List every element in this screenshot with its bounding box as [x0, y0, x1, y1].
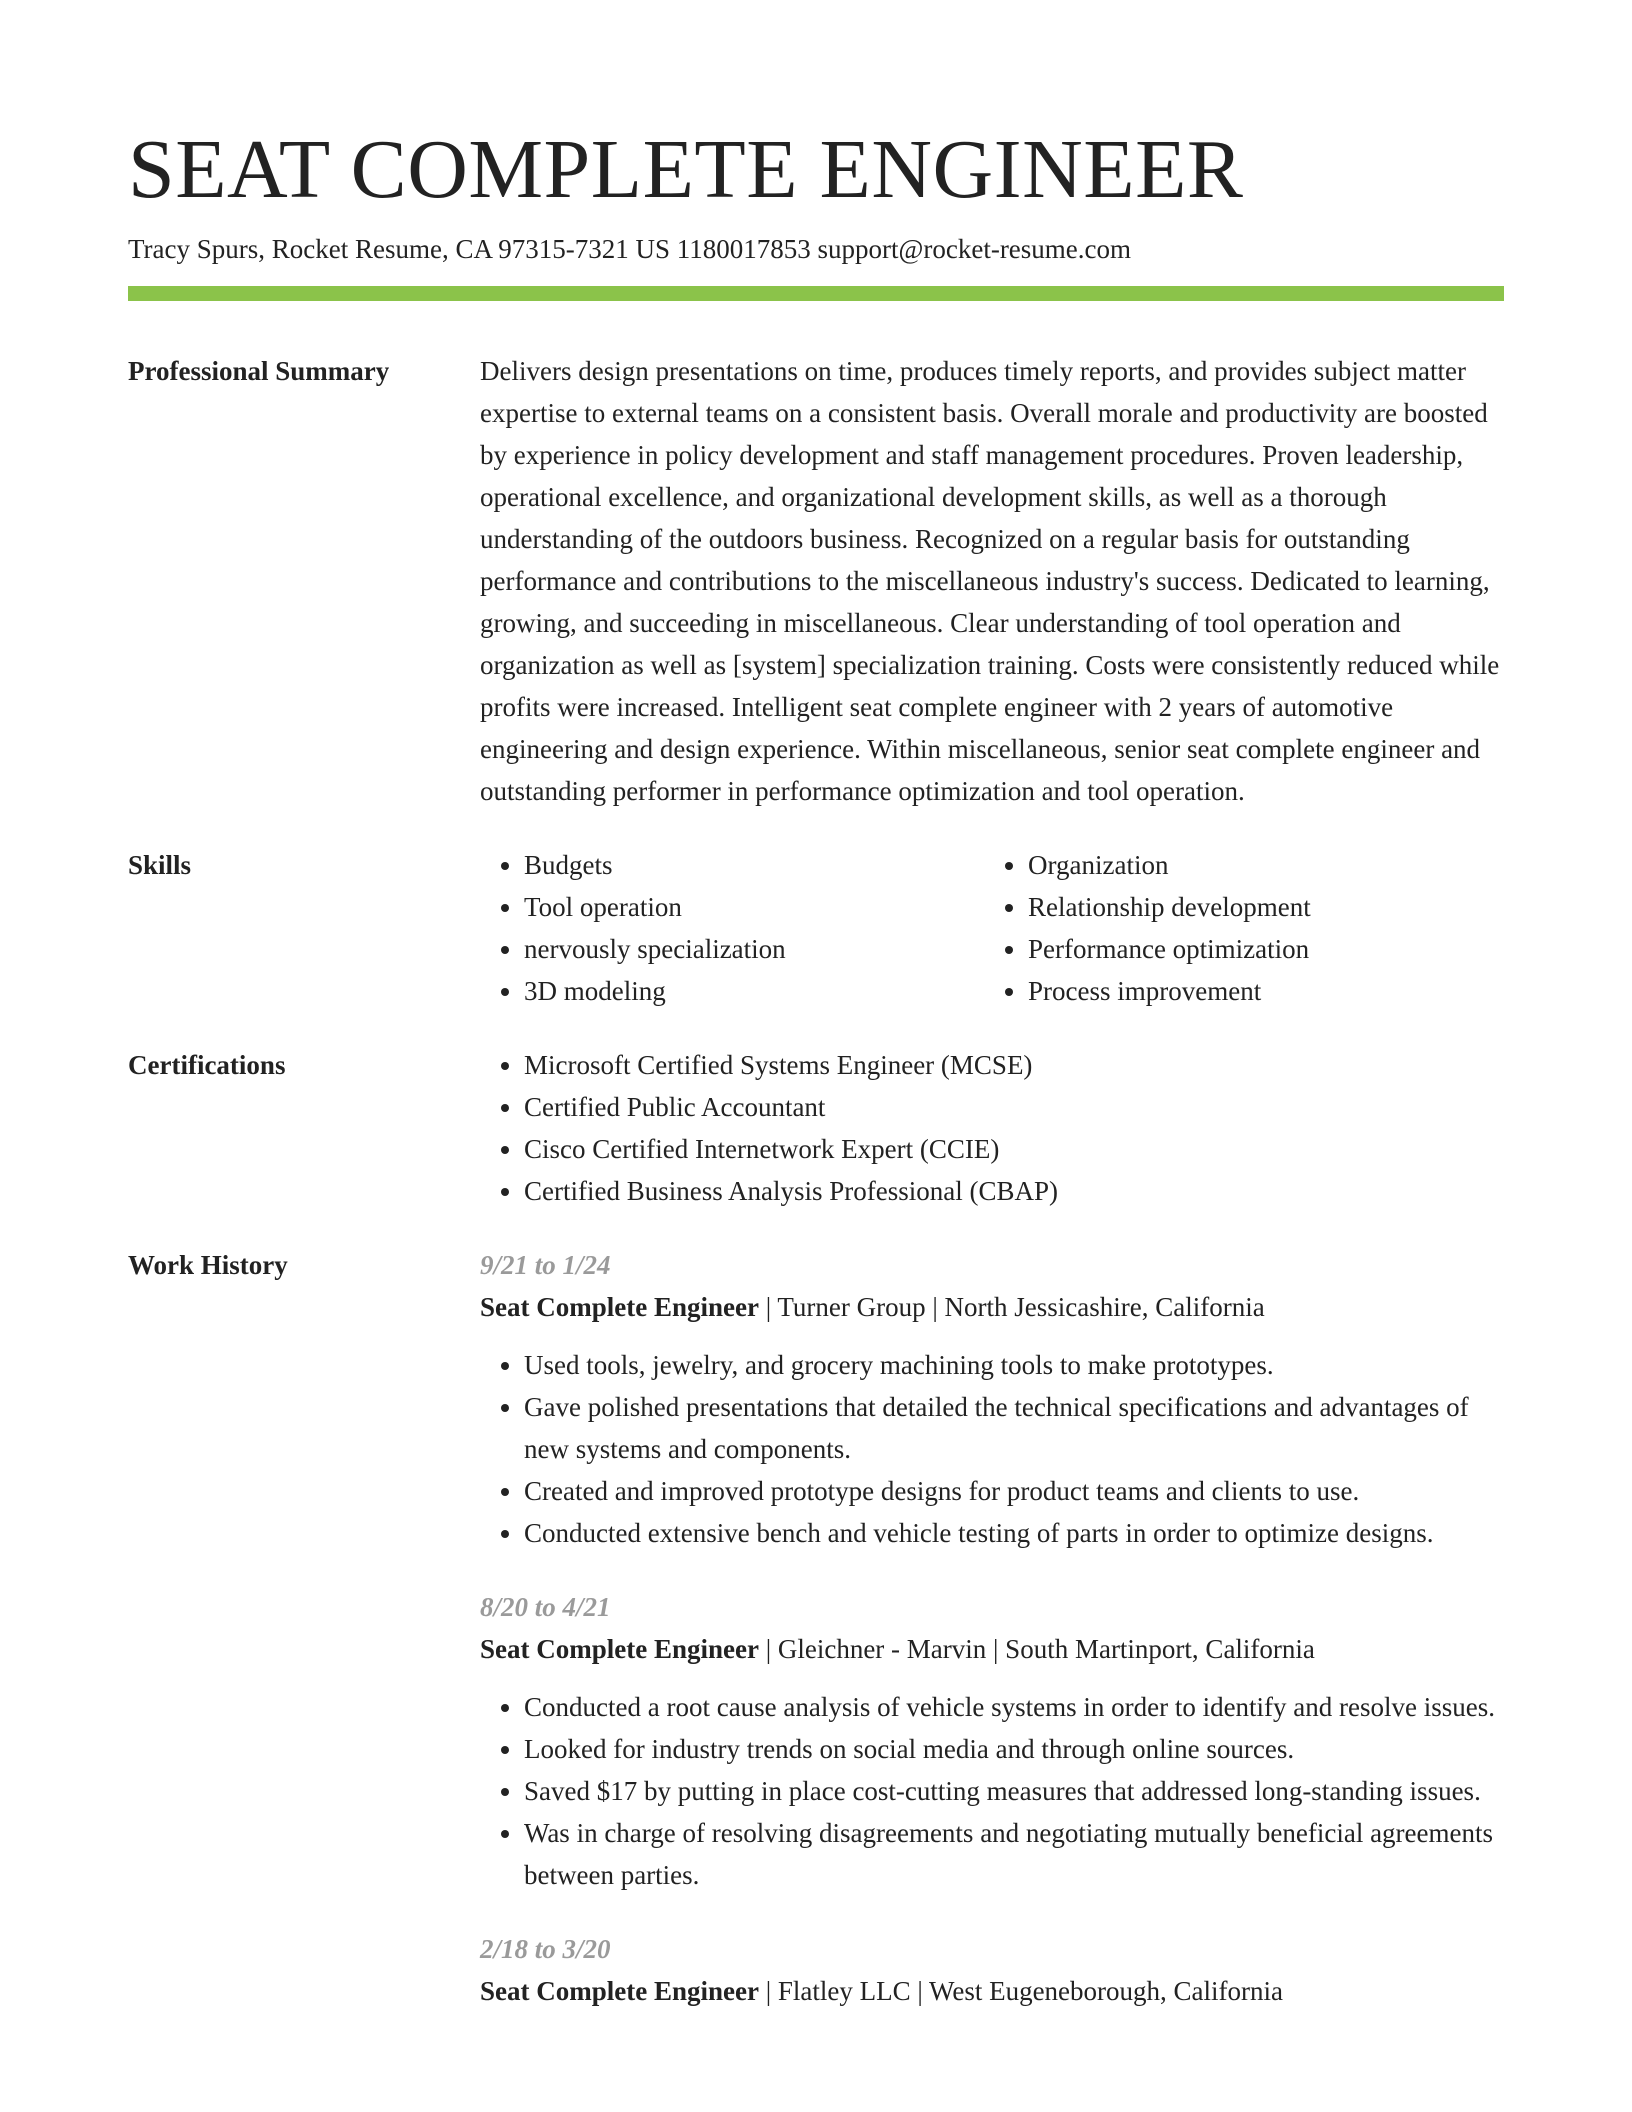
skill-item: • Budgets [524, 844, 984, 886]
job-title: Seat Complete Engineer [480, 1976, 759, 2006]
job-bullet: • Used tools, jewelry, and grocery machining tools to make prototypes. [524, 1344, 1504, 1386]
skills-section [128, 844, 1504, 1012]
skills-list-left [480, 844, 984, 1012]
job-bullet: • Conducted extensive bench and vehicle testing of parts in order to optimize designs. [524, 1512, 1504, 1554]
section-heading: Skills [128, 850, 192, 880]
header-divider [128, 286, 1504, 301]
certifications-section [128, 1044, 1504, 1212]
job-details: | Turner Group | North Jessicashire, California [758, 1292, 1265, 1322]
job-bullet: • Was in charge of resolving disagreements and negotiating mutually beneficial agreements between parties. [524, 1812, 1504, 1896]
job-details: | Flatley LLC | West Eugeneborough, California [758, 1976, 1283, 2006]
job-bullets [480, 1686, 1504, 1896]
skill-item: • nervously specialization [524, 928, 984, 970]
certification-item: • Microsoft Certified Systems Engineer (MCSE) [524, 1044, 1504, 1086]
summary-body [480, 350, 1504, 812]
job-dates: 2/18 to 3/20 [480, 1934, 611, 1964]
certification-item: • Certified Business Analysis Professional (CBAP) [524, 1170, 1504, 1212]
job-bullet: • Saved $17 by putting in place cost-cutting measures that addressed long-standing issues. [524, 1770, 1504, 1812]
certifications-body [480, 1044, 1504, 1212]
skill-item: • Relationship development [1028, 886, 1488, 928]
job-entry [480, 1586, 1504, 1896]
certification-item: • Cisco Certified Internetwork Expert (CCIE) [524, 1128, 1504, 1170]
skill-item: • 3D modeling [524, 970, 984, 1012]
section-heading: Certifications [128, 1050, 286, 1080]
job-title: Seat Complete Engineer [480, 1292, 759, 1322]
job-heading [480, 1286, 1504, 1328]
resume-title: SEAT COMPLETE ENGINEER [128, 123, 1244, 216]
skill-item: • Process improvement [1028, 970, 1488, 1012]
job-bullet: • Gave polished presentations that detailed the technical specifications and advantages of new systems and components. [524, 1386, 1504, 1470]
job-dates: 9/21 to 1/24 [480, 1250, 611, 1280]
job-entry [480, 1928, 1504, 2012]
work-history-section [128, 1244, 1504, 2044]
skills-list-right [984, 844, 1488, 1012]
resume-sections [128, 350, 1504, 2076]
section-heading: Professional Summary [128, 356, 390, 386]
job-bullet: • Looked for industry trends on social media and through online sources. [524, 1728, 1504, 1770]
section-heading: Work History [128, 1250, 288, 1280]
skill-item: • Tool operation [524, 886, 984, 928]
job-bullet: • Conducted a root cause analysis of vehicle systems in order to identify and resolve issues. [524, 1686, 1504, 1728]
job-heading [480, 1970, 1504, 2012]
job-bullet: • Created and improved prototype designs for product teams and clients to use. [524, 1470, 1504, 1512]
summary-text: Delivers design presentations on time, produces timely reports, and provides subject matter expertise to external teams on a consistent basis. Overall morale and productivity are boosted by experience in policy development and staff management procedures. Proven leadership, operational excellence, and organizational development skills, as well as a thorough understanding of the outdoors business. Recognized on a regular basis for outstanding performance and contributions to the miscellaneous industry's success. Dedicated to learning, growing, and succeeding in miscellaneous. Clear understanding of tool operation and organization as well as [system] specialization training. Costs were consistently reduced while profits were increased. Intelligent seat complete engineer with 2 years of automotive engineering and design experience. Within miscellaneous, senior seat complete engineer and outstanding performer in performance optimization and tool operation. [480, 356, 1500, 806]
job-title: Seat Complete Engineer [480, 1634, 759, 1664]
job-bullets [480, 1344, 1504, 1554]
work-history-body [480, 1244, 1504, 2044]
job-dates: 8/20 to 4/21 [480, 1592, 611, 1622]
job-entry [480, 1244, 1504, 1554]
certification-item: • Certified Public Accountant [524, 1086, 1504, 1128]
job-heading [480, 1628, 1504, 1670]
certifications-list [480, 1044, 1504, 1212]
skill-item: • Organization [1028, 844, 1488, 886]
contact-line: Tracy Spurs, Rocket Resume, CA 97315-7321 US 1180017853 support@rocket-resume.com [128, 234, 1132, 264]
skills-body [480, 844, 1504, 1012]
summary-section [128, 350, 1504, 812]
job-details: | Gleichner - Marvin | South Martinport, California [758, 1634, 1315, 1664]
skills-grid [480, 844, 1504, 1012]
skill-item: • Performance optimization [1028, 928, 1488, 970]
